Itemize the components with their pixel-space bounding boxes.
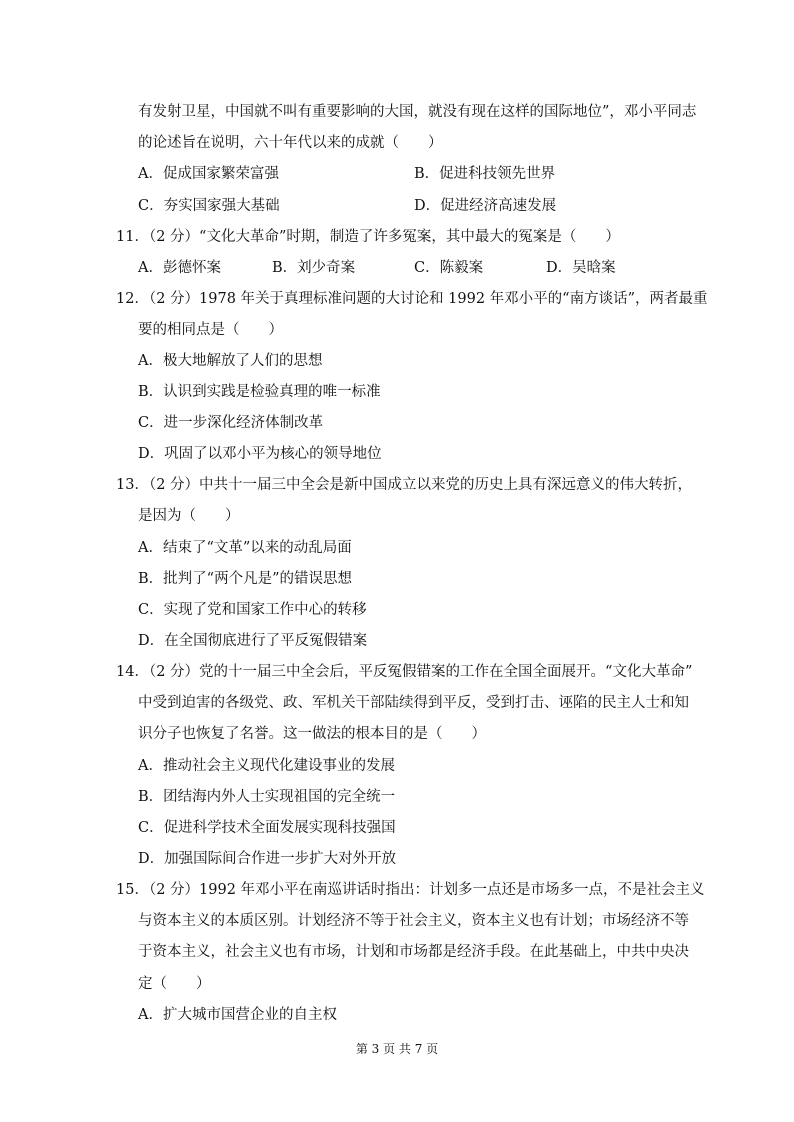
q13-option-d[interactable]: D．在全国彻底进行了平反冤假错案 (138, 633, 368, 649)
q15-stem-line-3: 于资本主义，社会主义也有市场，计划和市场都是经济手段。在此基础上，中共中央决 (138, 944, 689, 960)
q15-option-a[interactable]: A．扩大城市国营企业的自主权 (138, 1007, 337, 1023)
q12-option-c[interactable]: C．进一步深化经济体制改革 (138, 415, 324, 431)
q10-option-a[interactable]: A．促成国家繁荣富强 (138, 166, 279, 182)
q12-stem-line-2: 要的相同点是（ ） (138, 322, 283, 338)
q14-option-a[interactable]: A．推动社会主义现代化建设事业的发展 (138, 758, 395, 774)
q12-option-d[interactable]: D．巩固了以邓小平为核心的领导地位 (138, 446, 382, 462)
q14-stem-line-2: 中受到迫害的各级党、政、军机关干部陆续得到平反，受到打击、诬陷的民主人士和知 (138, 695, 689, 711)
q14-option-d[interactable]: D．加强国际间合作进一步扩大对外开放 (138, 851, 397, 867)
q10-option-b[interactable]: B．促进科技领先世界 (414, 166, 556, 182)
q15-stem-line-2: 与资本主义的本质区别。计划经济不等于社会主义，资本主义也有计划；市场经济不等 (138, 913, 689, 929)
q13-option-c[interactable]: C．实现了党和国家工作中心的转移 (138, 602, 367, 618)
q12-option-a[interactable]: A．极大地解放了人们的思想 (138, 353, 323, 369)
q14-option-c[interactable]: C．促进科学技术全面发展实现科技强国 (138, 820, 396, 836)
q13-stem-line-2: 是因为（ ） (138, 508, 240, 524)
q13-option-a[interactable]: A．结束了“文革”以来的动乱局面 (138, 540, 352, 556)
q15-stem-line-4: 定（ ） (138, 976, 211, 992)
q13-stem-line-1: 13．（2 分）中共十一届三中全会是新中国成立以来党的历史上具有深远意义的伟大转折， (116, 477, 693, 493)
q14-stem-line-3: 识分子也恢复了名誉。这一做法的根本目的是（ ） (138, 726, 486, 742)
q11-option-a[interactable]: A．彭德怀案 (138, 260, 221, 276)
q10-option-c[interactable]: C．夯实国家强大基础 (138, 198, 280, 214)
q11-option-c[interactable]: C．陈毅案 (414, 260, 484, 276)
q10-stem-line-2: 的论述旨在说明，六十年代以来的成就（ ） (138, 135, 443, 151)
q13-option-b[interactable]: B．批判了“两个凡是”的错误思想 (138, 571, 352, 587)
q11-option-d[interactable]: D．吴晗案 (546, 260, 616, 276)
q10-stem-line-1: 有发射卫星，中国就不叫有重要影响的大国，就没有现在这样的国际地位”，邓小平同志 (138, 104, 697, 120)
q12-option-b[interactable]: B．认识到实践是检验真理的唯一标准 (138, 384, 381, 400)
q14-stem-line-1: 14．（2 分）党的十一届三中全会后，平反冤假错案的工作在全国全面展开。“文化大革命” (116, 664, 693, 680)
page-number-footer: 第 3 页 共 7 页 (355, 1042, 439, 1056)
q12-stem-line-1: 12．（2 分）1978 年关于真理标准问题的大讨论和 1992 年邓小平的“南方谈话”，两者最重 (116, 291, 708, 307)
q14-option-b[interactable]: B．团结海内外人士实现祖国的完全统一 (138, 789, 396, 805)
q11-option-b[interactable]: B．刘少奇案 (272, 260, 356, 276)
q15-stem-line-1: 15．（2 分）1992 年邓小平在南巡讲话时指出：计划多一点还是市场多一点，不是社会主义 (116, 882, 705, 898)
q10-option-d[interactable]: D．促进经济高速发展 (414, 198, 557, 214)
q11-stem-line-1: 11．（2 分）“文化大革命”时期，制造了许多冤案，其中最大的冤案是（ ） (116, 229, 620, 245)
